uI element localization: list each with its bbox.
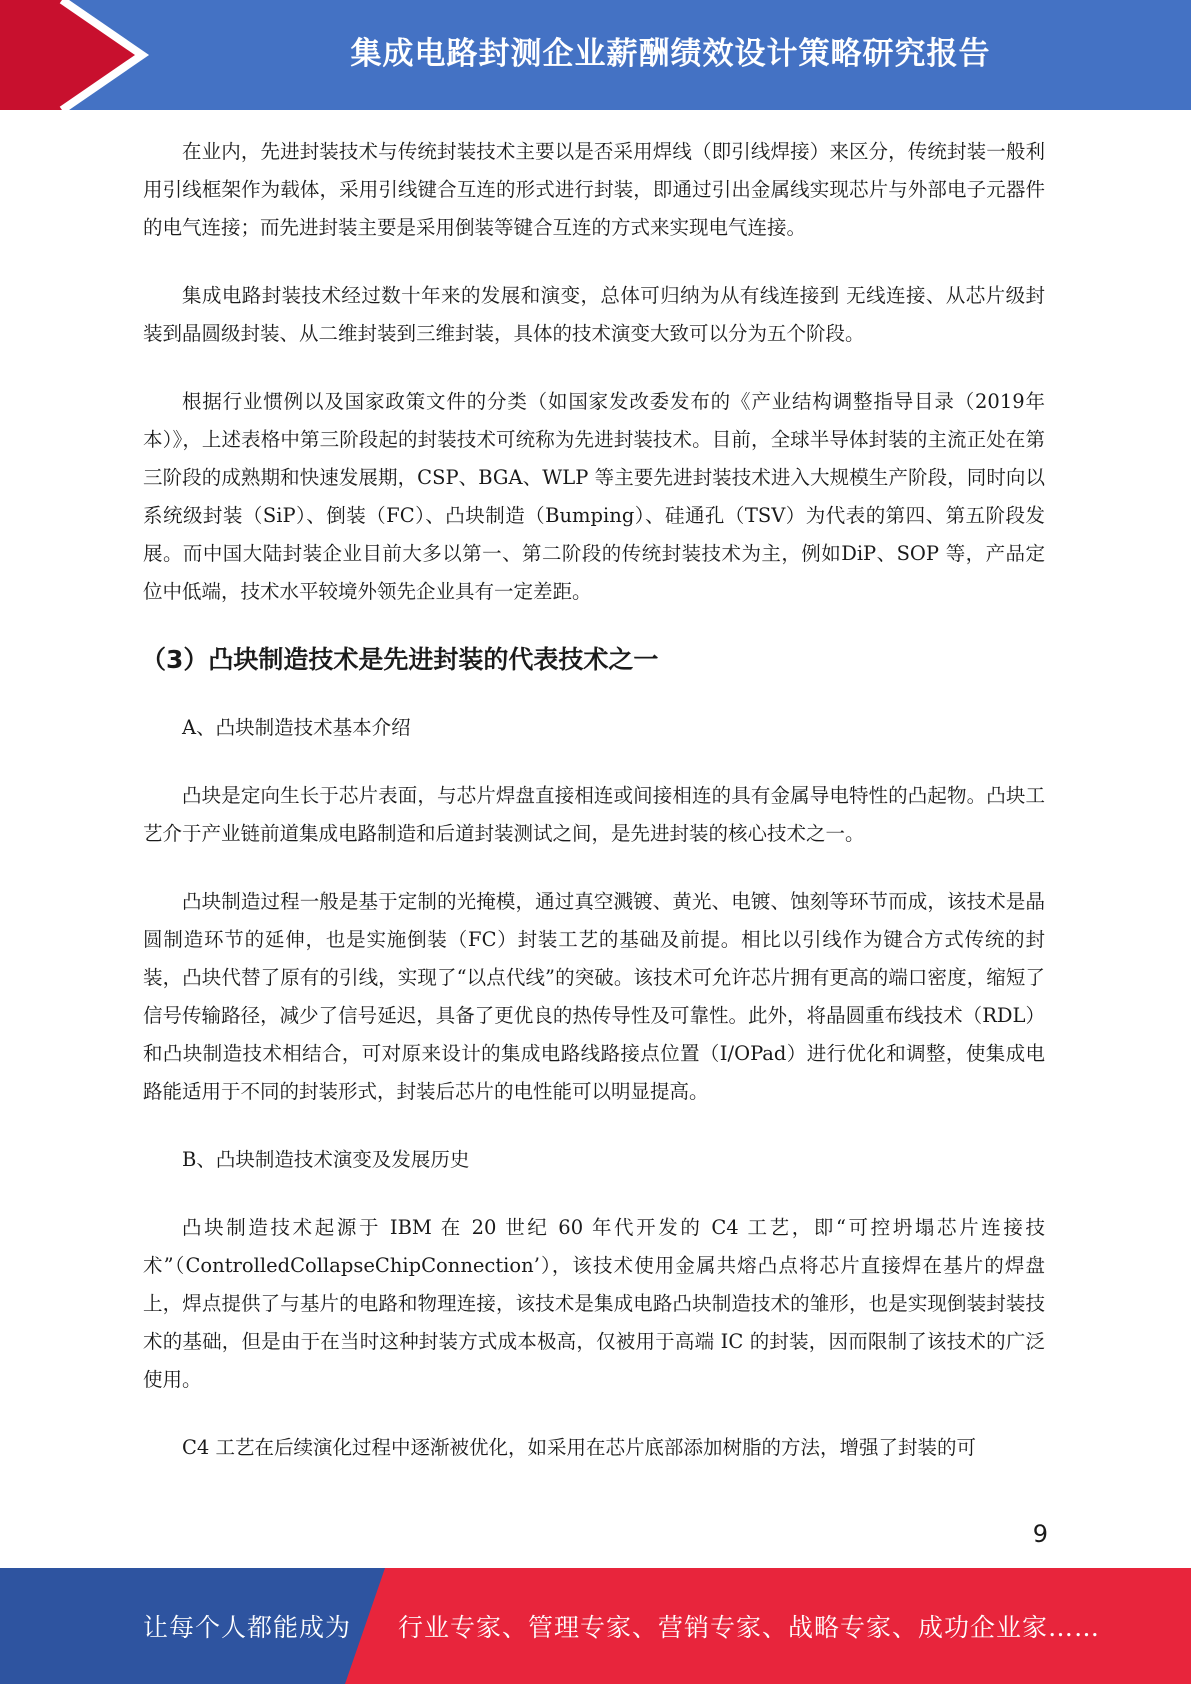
paragraph: 在业内，先进封装技术与传统封装技术主要以是否采用焊线（即引线焊接）来区分，传统封装一般利用引线框架作为载体，采用引线键合互连的形式进行封装，即通过引出金属线实现芯片与外部电子元器件的电气连接；而先进封装主要是采用倒装等键合互连的方式来实现电气连接。 (143, 140, 1045, 239)
page-footer (0, 1568, 1191, 1684)
page-number: 9 (1032, 1520, 1048, 1548)
paragraph: 凸块是定向生长于芯片表面，与芯片焊盘直接相连或间接相连的具有金属导电特性的凸起物。凸块工艺介于产业链前道集成电路制造和后道封装测试之间，是先进封装的核心技术之一。 (143, 784, 1045, 845)
paragraph: 凸块制造过程一般是基于定制的光掩模，通过真空溅镀、黄光、电镀、蚀刻等环节而成，该技术是晶圆制造环节的延伸，也是实施倒装（FC）封装工艺的基础及前提。相比以引线作为键合方式传统的封装，凸块代替了原有的引线，实现了“以点代线”的突破。该技术可允许芯片拥有更高的端口密度，缩短了信号传输路径，减少了信号延迟，具备了更优良的热传导性及可靠性。此外，将晶圆重布线技术（RDL）和凸块制造技术相结合，可对原来设计的集成电路线路接点位置（I/OPad）进行优化和调整，使集成电路能适用于不同的封装形式，封装后芯片的电性能可以明显提高。 (143, 890, 1045, 1103)
paragraph: 根据行业惯例以及国家政策文件的分类（如国家发改委发布的《产业结构调整指导目录（2019年本）》，上述表格中第三阶段起的封装技术可统称为先进封装技术。目前，全球半导体封装的主流正处在第三阶段的成熟期和快速发展期，CSP、BGA、WLP 等主要先进封装技术进入大规模生产阶段，同时向以系统级封装（SiP）、倒装（FC）、凸块制造（Bumping）、硅通孔（TSV）为代表的第四、第五阶段发展。而中国大陆封装企业目前大多以第一、第二阶段的传统封装技术为主，例如DiP、SOP 等，产品定位中低端，技术水平较境外领先企业具有一定差距。 (143, 390, 1045, 603)
report-title: 集成电路封测企业薪酬绩效设计策略研究报告 (350, 36, 991, 72)
footer-slogan-right: 行业专家、管理专家、营销专家、战略专家、成功企业家…… (398, 1613, 1101, 1642)
subsection-heading-b: B、凸块制造技术演变及发展历史 (182, 1148, 470, 1171)
document-body (143, 133, 1045, 1497)
paragraph: 集成电路封装技术经过数十年来的发展和演变，总体可归纳为从有线连接到 无线连接、从芯片级封装到晶圆级封装、从二维封装到三维封装，具体的技术演变大致可以分为五个阶段。 (143, 284, 1045, 345)
paragraph: 凸块制造技术起源于 IBM 在 20 世纪 60 年代开发的 C4 工艺，即“可控坍塌芯片连接技术”（ControlledCollapseChipConnection’），该技术使用金属共熔凸点将芯片直接焊在基片的焊盘上，焊点提供了与基片的电路和物理连接，该技术是集成电路凸块制造技术的雏形，也是实现倒装封装技术的基础，但是由于在当时这种封装方式成本极高，仅被用于高端 IC 的封装，因而限制了该技术的广泛使用。 (143, 1216, 1045, 1391)
paragraph: C4 工艺在后续演化过程中逐渐被优化，如采用在芯片底部添加树脂的方法，增强了封装的可 (182, 1436, 977, 1459)
subsection-heading-a: A、凸块制造技术基本介绍 (182, 716, 411, 739)
page-header (0, 0, 1191, 110)
footer-slogan-left: 让每个人都能成为 (143, 1613, 352, 1642)
section-heading: （3）凸块制造技术是先进封装的代表技术之一 (141, 645, 659, 674)
